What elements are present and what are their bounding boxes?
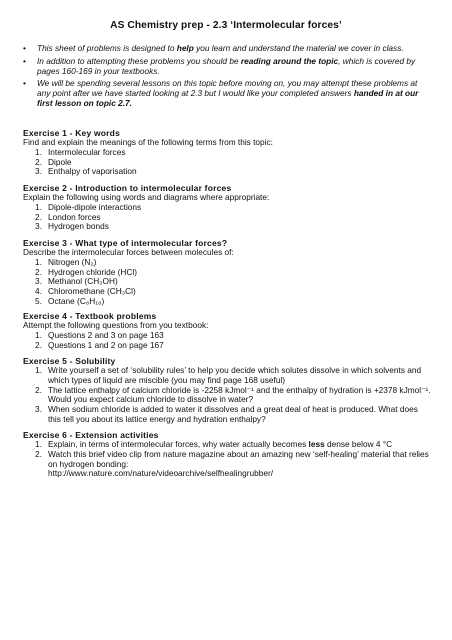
intro-bullet [23, 79, 423, 108]
list-item: 2. Dipole [35, 156, 72, 167]
exercise-2 [23, 183, 431, 232]
list-item: 1. Explain, in terms of intermolecular forces, why water actually becomes less dense below 4 °C [35, 439, 393, 450]
exercise-6 [23, 430, 431, 479]
intro-emphasis: reading around the topic [240, 55, 339, 66]
intro-text: , which is covered by pages 160-169 in your textbooks. [37, 55, 416, 76]
list-item: 3. Enthalpy of vaporisation [35, 166, 137, 177]
list-item: 2. Hydrogen chloride (HCl) [35, 266, 137, 277]
list-item: 1. Dipole-dipole interactions [35, 201, 142, 212]
list-item: 3. Methanol (CH₃OH) [35, 276, 118, 287]
list-item: 2. London forces [35, 211, 101, 222]
exercise-heading: Exercise 2 - Introduction to intermolecular forces [23, 183, 232, 193]
video-link[interactable]: http://www.nature.com/nature/videoarchive/selfhealingrubber/ [48, 468, 274, 479]
exercise-heading: Exercise 6 - Extension activities [23, 430, 159, 440]
intro-emphasis: handed in at our first lesson on topic 2.7. [37, 88, 419, 108]
list-item: 5. Octane (C₈H₁₈) [35, 295, 105, 306]
exercise-heading: Exercise 1 - Key words [23, 128, 121, 138]
exercise-heading: Exercise 5 - Solubility [23, 356, 116, 366]
exercise-list [23, 148, 431, 177]
exercise-heading: Exercise 3 - What type of intermolecular forces? [23, 238, 228, 248]
exercise-3 [23, 238, 431, 307]
exercise-5 [23, 356, 431, 425]
list-item: 1. Intermolecular forces [35, 146, 126, 157]
exercise-instruction: Attempt the following questions from you textbook: [23, 320, 209, 331]
list-item: 1. Write yourself a set of ‘solubility rules’ to help you decide which solutes dissolve in which solvents and which types of liquid are miscible (you may find page 168 useful) [35, 365, 422, 385]
list-item: 2. Watch this brief video clip from nature magazine about an amazing new ‘self-healing’ material that relies on hydrogen bonding: http://www.nature.com/nature/videoarchive/selfhealingrubber/ [35, 448, 429, 479]
list-item: 4. Chloromethane (CH₃Cl) [35, 286, 136, 297]
exercise-instruction: Explain the following using words and diagrams where appropriate: [23, 192, 270, 203]
list-item: 2. Questions 1 and 2 on page 167 [35, 339, 164, 350]
list-item: 1. Questions 2 and 3 on page 163 [35, 329, 164, 340]
list-item: 1. Nitrogen (N₂) [35, 256, 97, 267]
list-item: 3. When sodium chloride is added to water it dissolves and a great deal of heat is produced. What does this tell you about its lattice energy and hydration enthalpy? [35, 404, 418, 424]
exercise-1 [23, 128, 431, 177]
exercise-heading: Exercise 4 - Textbook problems [23, 311, 157, 321]
bullet-icon: • [23, 55, 26, 66]
emphasis-text: less [308, 439, 325, 450]
intro-text: you learn and understand the material we cover in class. [193, 43, 404, 53]
intro-emphasis: help [176, 43, 194, 53]
exercise-instruction: Describe the intermolecular forces between molecules of: [23, 247, 234, 258]
intro-bullet [23, 44, 423, 54]
exercise-list [23, 440, 431, 479]
list-item: 2. The lattice enthalpy of calcium chloride is -2258 kJmol⁻¹ and the enthalpy of hydration is +2378 kJmol⁻¹. Would you expect calcium chloride to dissolve in water? [35, 384, 431, 405]
list-item: 3. Hydrogen bonds [35, 221, 109, 232]
intro-text: In addition to attempting these problems you should be [37, 55, 241, 66]
exercise-list [23, 331, 431, 351]
intro-text: We will be spending several lessons on this topic before moving on, you may attempt these problems at any point after we have started looking at 2.3 but I would like your completed answers [37, 78, 418, 99]
exercise-4 [23, 311, 431, 350]
bullet-icon: • [23, 78, 26, 89]
intro-text: This sheet of problems is designed to [37, 43, 177, 53]
intro-bullet [23, 57, 423, 77]
intro-bullets [23, 44, 423, 112]
exercise-list [23, 258, 431, 307]
bullet-icon: • [23, 43, 26, 53]
exercise-instruction: Find and explain the meanings of the following terms from this topic: [23, 137, 273, 148]
exercise-list [23, 366, 431, 425]
exercise-list [23, 203, 431, 232]
page-title: AS Chemistry prep - 2.3 ‘Intermolecular forces’ [110, 20, 342, 31]
